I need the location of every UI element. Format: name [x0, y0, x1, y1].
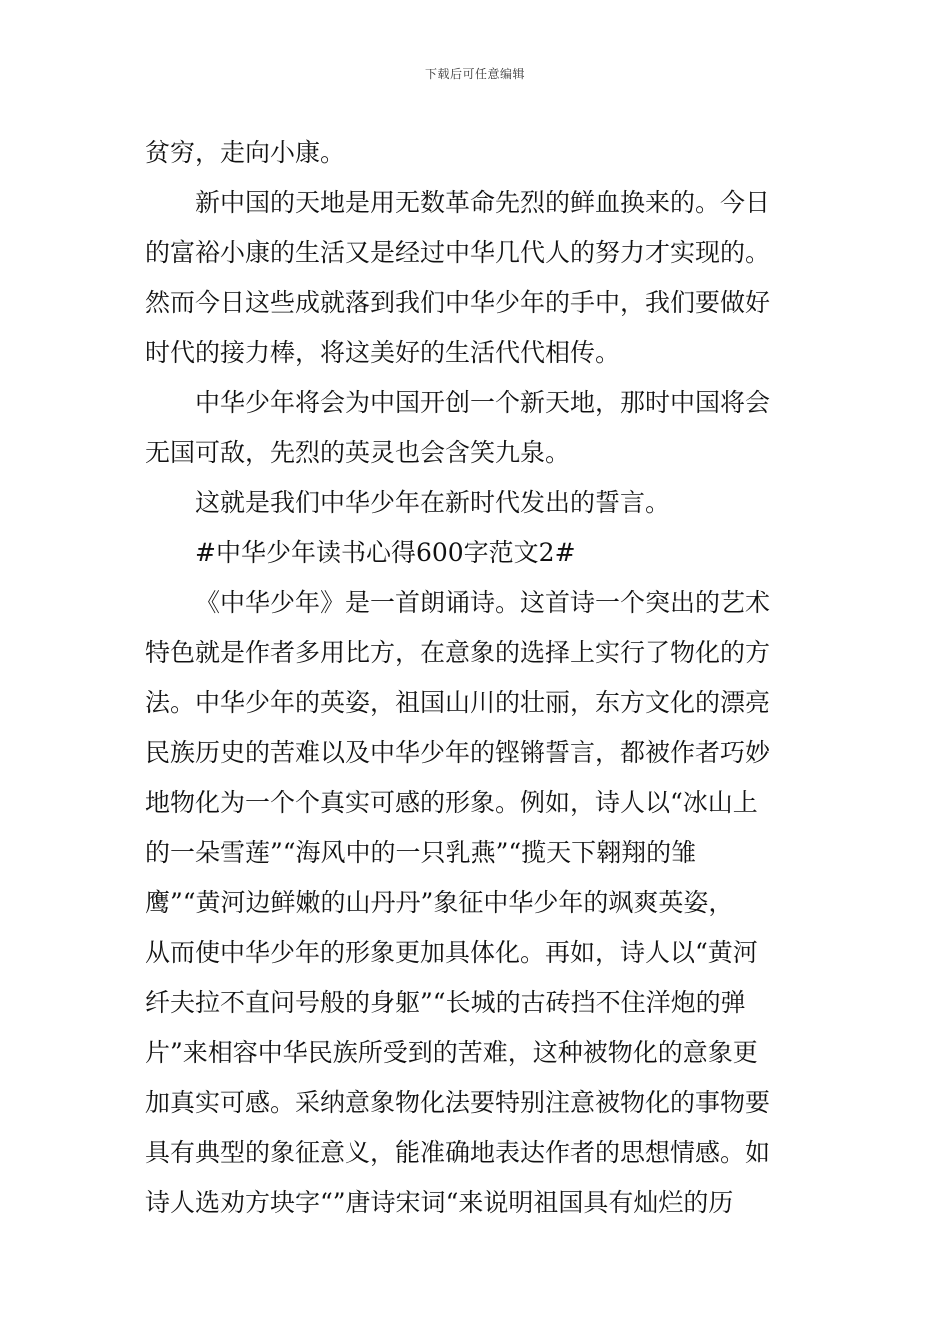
text-line: 纤夫拉不直问号般的身躯”“长城的古砖挡不住洋炮的弹 [145, 988, 746, 1017]
text-line: 加真实可感。采纳意象物化法要特别注意被物化的事物要 [145, 1088, 771, 1117]
body-text [145, 128, 810, 1228]
text-line: 片”来相容中华民族所受到的苦难，这种被物化的意象更 [145, 1038, 758, 1067]
text-line: 地物化为一个个真实可感的形象。例如，诗人以“冰山上 [145, 788, 758, 817]
text-line: 然而今日这些成就落到我们中华少年的手中，我们要做好 [145, 288, 771, 317]
text-line: 贫穷，走向小康。 [145, 138, 346, 167]
page-header: 下载后可任意编辑 [424, 67, 525, 81]
text-line: 法。中华少年的英姿，祖国山川的壮丽，东方文化的漂亮 [145, 688, 771, 717]
text-line: 特色就是作者多用比方，在意象的选择上实行了物化的方 [145, 638, 771, 667]
text-line: 中华少年将会为中国开创一个新天地，那时中国将会 [195, 388, 771, 417]
text-line: 时代的接力棒，将这美好的生活代代相传。 [145, 338, 621, 367]
text-line: 具有典型的象征意义，能准确地表达作者的思想情感。如 [145, 1138, 771, 1167]
text-line: #中华少年读书心得600字范文2# [195, 538, 576, 567]
text-line: 从而使中华少年的形象更加具体化。再如，诗人以“黄河 [145, 938, 758, 967]
text-line: 这就是我们中华少年在新时代发出的誓言。 [195, 488, 671, 517]
text-line: 鹰”“黄河边鲜嫩的山丹丹”象征中华少年的飒爽英姿， [145, 888, 734, 917]
text-line: 诗人选劝方块字“”唐诗宋词“来说明祖国具有灿烂的历 [145, 1188, 734, 1217]
text-line: 民族历史的苦难以及中华少年的铿锵誓言，都被作者巧妙 [145, 738, 771, 767]
text-line: 新中国的天地是用无数革命先烈的鲜血换来的。今日 [195, 188, 771, 217]
text-line: 无国可敌，先烈的英灵也会含笑九泉。 [145, 438, 571, 467]
text-line: 的富裕小康的生活又是经过中华几代人的努力才实现的。 [145, 238, 771, 267]
text-line: 的一朵雪莲”“海风中的一只乳燕”“揽天下翱翔的雏 [145, 838, 697, 867]
text-line: 《中华少年》是一首朗诵诗。这首诗一个突出的艺术 [195, 588, 771, 617]
